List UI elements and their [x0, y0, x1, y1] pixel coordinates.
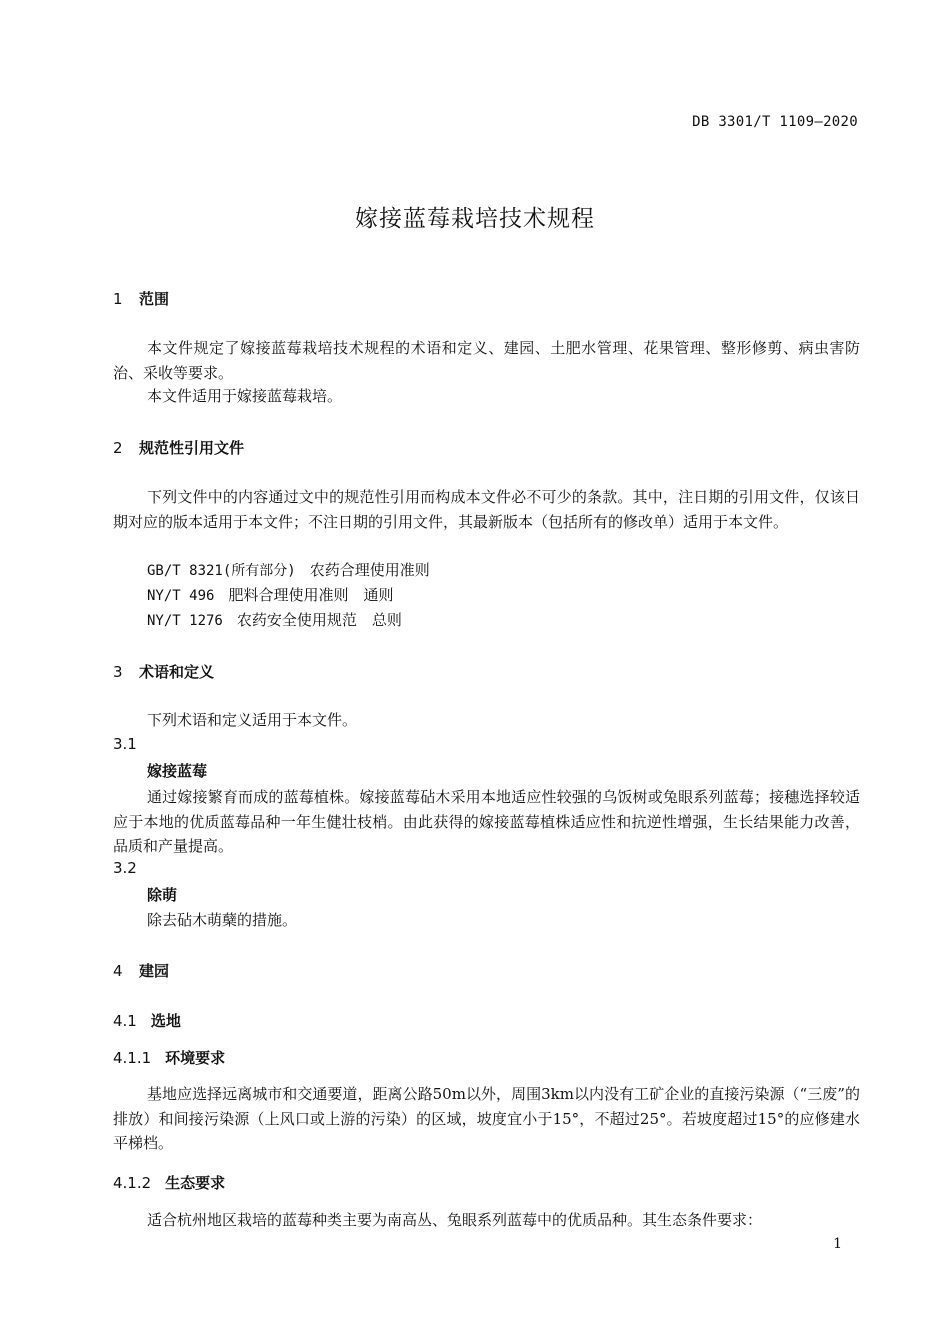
section-3-paragraph-1: 下列术语和定义适用于本文件。 [147, 711, 358, 729]
section-number: 2 [113, 439, 123, 457]
subsection-title: 生态要求 [165, 1174, 226, 1192]
term-definition: 除去砧木萌蘖的措施。 [147, 911, 298, 929]
reference-item [147, 609, 402, 630]
reference-code: NY/T 1276 [147, 613, 223, 629]
section-title: 术语和定义 [139, 663, 215, 681]
reference-code: GB/T 8321(所有部分) [147, 563, 296, 579]
subsection-4-1-1-heading [113, 1047, 225, 1068]
section-number: 3 [113, 663, 123, 681]
term-number: 3.2 [113, 859, 137, 877]
term-definition: 通过嫁接繁育而成的蓝莓植株。嫁接蓝莓砧木采用本地适应性较强的乌饭树或兔眼系列蓝莓；接穗选择较适应于本地的优质蓝莓品种一年生健壮枝梢。由此获得的嫁接蓝莓植株适应性和抗逆性增强，生长结果能力改善，品质和产量提高。 [113, 788, 860, 855]
subsection-4-1-2-paragraph: 适合杭州地区栽培的蓝莓种类主要为南高丛、兔眼系列蓝莓中的优质品种。其生态条件要求： [147, 1211, 763, 1229]
term-name: 除萌 [147, 886, 178, 904]
subsection-number: 4.1.2 [113, 1174, 152, 1192]
reference-name: 肥料合理使用准则 通则 [228, 586, 394, 604]
section-2-heading [113, 437, 244, 458]
subsection-title: 环境要求 [165, 1049, 226, 1067]
reference-name: 农药合理使用准则 [309, 561, 430, 579]
section-1-heading [113, 288, 169, 309]
reference-name: 农药安全使用规范 总则 [236, 611, 402, 629]
section-number: 4 [113, 962, 123, 980]
term-name: 嫁接蓝莓 [147, 762, 208, 780]
section-title: 范围 [139, 290, 170, 308]
subsection-4-1-2-heading [113, 1172, 225, 1193]
section-title: 建园 [139, 962, 170, 980]
subsection-number: 4.1.1 [113, 1049, 152, 1067]
section-3-heading [113, 661, 214, 682]
section-4-heading [113, 960, 169, 981]
subsection-number: 4.1 [113, 1012, 137, 1030]
standard-number: DB 3301/T 1109—2020 [692, 114, 858, 130]
reference-code: NY/T 496 [147, 588, 215, 604]
subsection-4-1-1-paragraph: 基地应选择远离城市和交通要道，距离公路50m以外，周围3km以内没有工矿企业的直接污染源（“三废”的排放）和间接污染源（上风口或上游的污染）的区域，坡度宜小于15°，不超过25°。若坡度超过15°的应修建水平梯档。 [113, 1085, 860, 1152]
term-number: 3.1 [113, 735, 137, 753]
subsection-4-1-heading [113, 1010, 181, 1031]
reference-item [147, 584, 393, 605]
section-1-paragraph-1: 本文件规定了嫁接蓝莓栽培技术规程的术语和定义、建园、土肥水管理、花果管理、整形修剪、病虫害防治、采收等要求。 [113, 339, 860, 382]
section-number: 1 [113, 290, 123, 308]
document-title: 嫁接蓝莓栽培技术规程 [355, 206, 595, 232]
section-title: 规范性引用文件 [139, 439, 245, 457]
section-2-paragraph-1: 下列文件中的内容通过文中的规范性引用而构成本文件必不可少的条款。其中，注日期的引用文件，仅该日期对应的版本适用于本文件；不注日期的引用文件，其最新版本（包括所有的修改单）适用于本文件。 [113, 488, 860, 531]
reference-item [147, 559, 430, 580]
section-1-paragraph-2: 本文件适用于嫁接蓝莓栽培。 [147, 387, 343, 405]
page-number: 1 [833, 1236, 842, 1252]
subsection-title: 选地 [150, 1012, 181, 1030]
